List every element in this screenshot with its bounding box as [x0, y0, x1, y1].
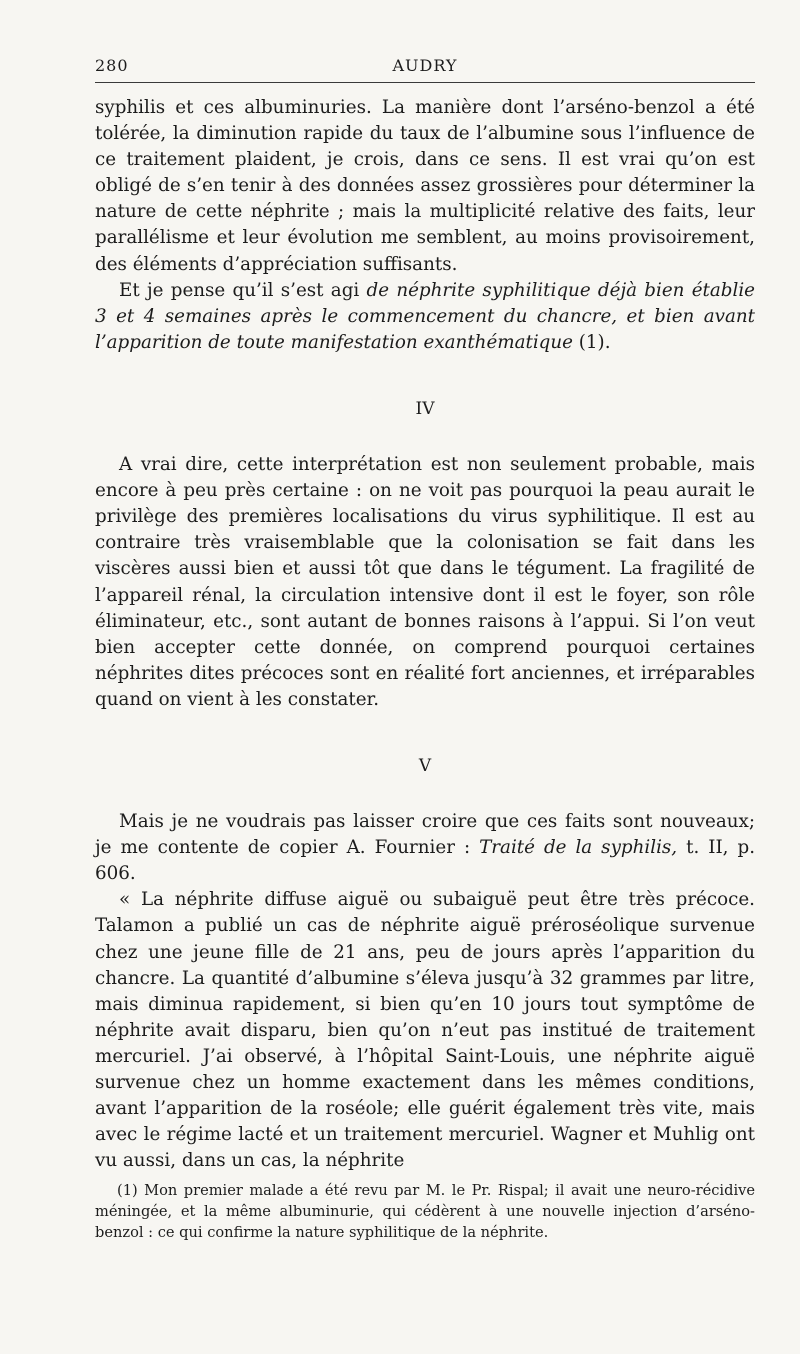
main-text	[95, 95, 755, 1174]
footnote-ref: (1).	[572, 331, 611, 353]
footnote: (1) Mon premier malade a été revu par M. le Pr. Rispal; il avait une neuro-récidive méningée, et la même albuminurie, qui cédèrent à une nouvelle injection d’arséno-benzol : ce qui confirme la nature syphilitique de la néphrite.	[95, 1182, 755, 1241]
paragraph-4-end: t. II, p. 606.	[95, 837, 756, 885]
paragraph-4	[95, 809, 755, 887]
running-title: AUDRY	[392, 56, 458, 75]
page-number: 280	[95, 56, 129, 75]
paragraph-3: A vrai dire, cette interprétation est non seulement probable, mais encore à peu près certaine : on ne voit pas pourquoi la peau aurait le privilège des premières localisations du virus syphilitique. Il est au contraire très vraisemblable que la colonisation se fait dans les viscères aussi bien et aussi tôt que dans le tégument. La fragilité de l’appareil rénal, la circulation intensive dont il est le foyer, son rôle éliminateur, etc., sont autant de bonnes raisons à l’appui. Si l’on veut bien accepter cette donnée, on comprend pourquoi certaines néphrites dites précoces sont en réalité fort anciennes, et irréparables quand on vient à les constater.	[95, 454, 755, 710]
paragraph-1: syphilis et ces albuminuries. La manière dont l’arséno-benzol a été tolérée, la diminution rapide du taux de l’albumine sous l’influence de ce traitement plaident, je crois, dans ce sens. Il est vrai qu’on est obligé de s’en tenir à des données assez grossières pour déterminer la nature de cette néphrite ; mais la multiplicité relative des faits, leur parallélisme et leur évolution me semblent, au moins provisoirement, des éléments d’appréciation suffisants.	[95, 97, 755, 275]
paragraph-2-start: Et je pense qu’il s’est agi	[119, 279, 367, 301]
section-heading-v: V	[418, 755, 432, 776]
paragraph-2-italic: de néphrite syphilitique déjà bien établie 3 et 4 semaines après le commencement du chancre, et bien avant l’apparition de toute manifestation exanthématique	[95, 279, 755, 353]
page	[95, 52, 755, 1174]
book-title: Traité de la syphilis,	[479, 837, 678, 859]
paragraph-5-quote: « La néphrite diffuse aiguë ou subaiguë peut être très précoce. Talamon a publié un cas de néphrite aiguë préroséolique survenue chez une jeune fille de 21 ans, peu de jours après l’apparition du chancre. La quantité d’albumine s’éleva jusqu’à 32 grammes par litre, mais diminua rapidement, si bien qu’en 10 jours tout symptôme de néphrite avait disparu, bien qu’on n’eut pas institué de traitement mercuriel. J’ai observé, à l’hôpital Saint-Louis, une néphrite aiguë survenue chez un homme exactement dans les mêmes conditions, avant l’apparition de la roséole; elle guérit également très vite, mais avec le régime lacté et un traitement mercuriel. Wagner et Muhlig ont vu aussi, dans un cas, la néphrite	[95, 889, 755, 1172]
section-heading-iv: IV	[415, 398, 435, 419]
paragraph-2	[95, 278, 755, 356]
running-header	[95, 52, 755, 83]
paragraph-4-start: Mais je ne voudrais pas laisser croire que ces faits sont nouveaux; je me contente de copier A. Fournier :	[95, 811, 755, 859]
